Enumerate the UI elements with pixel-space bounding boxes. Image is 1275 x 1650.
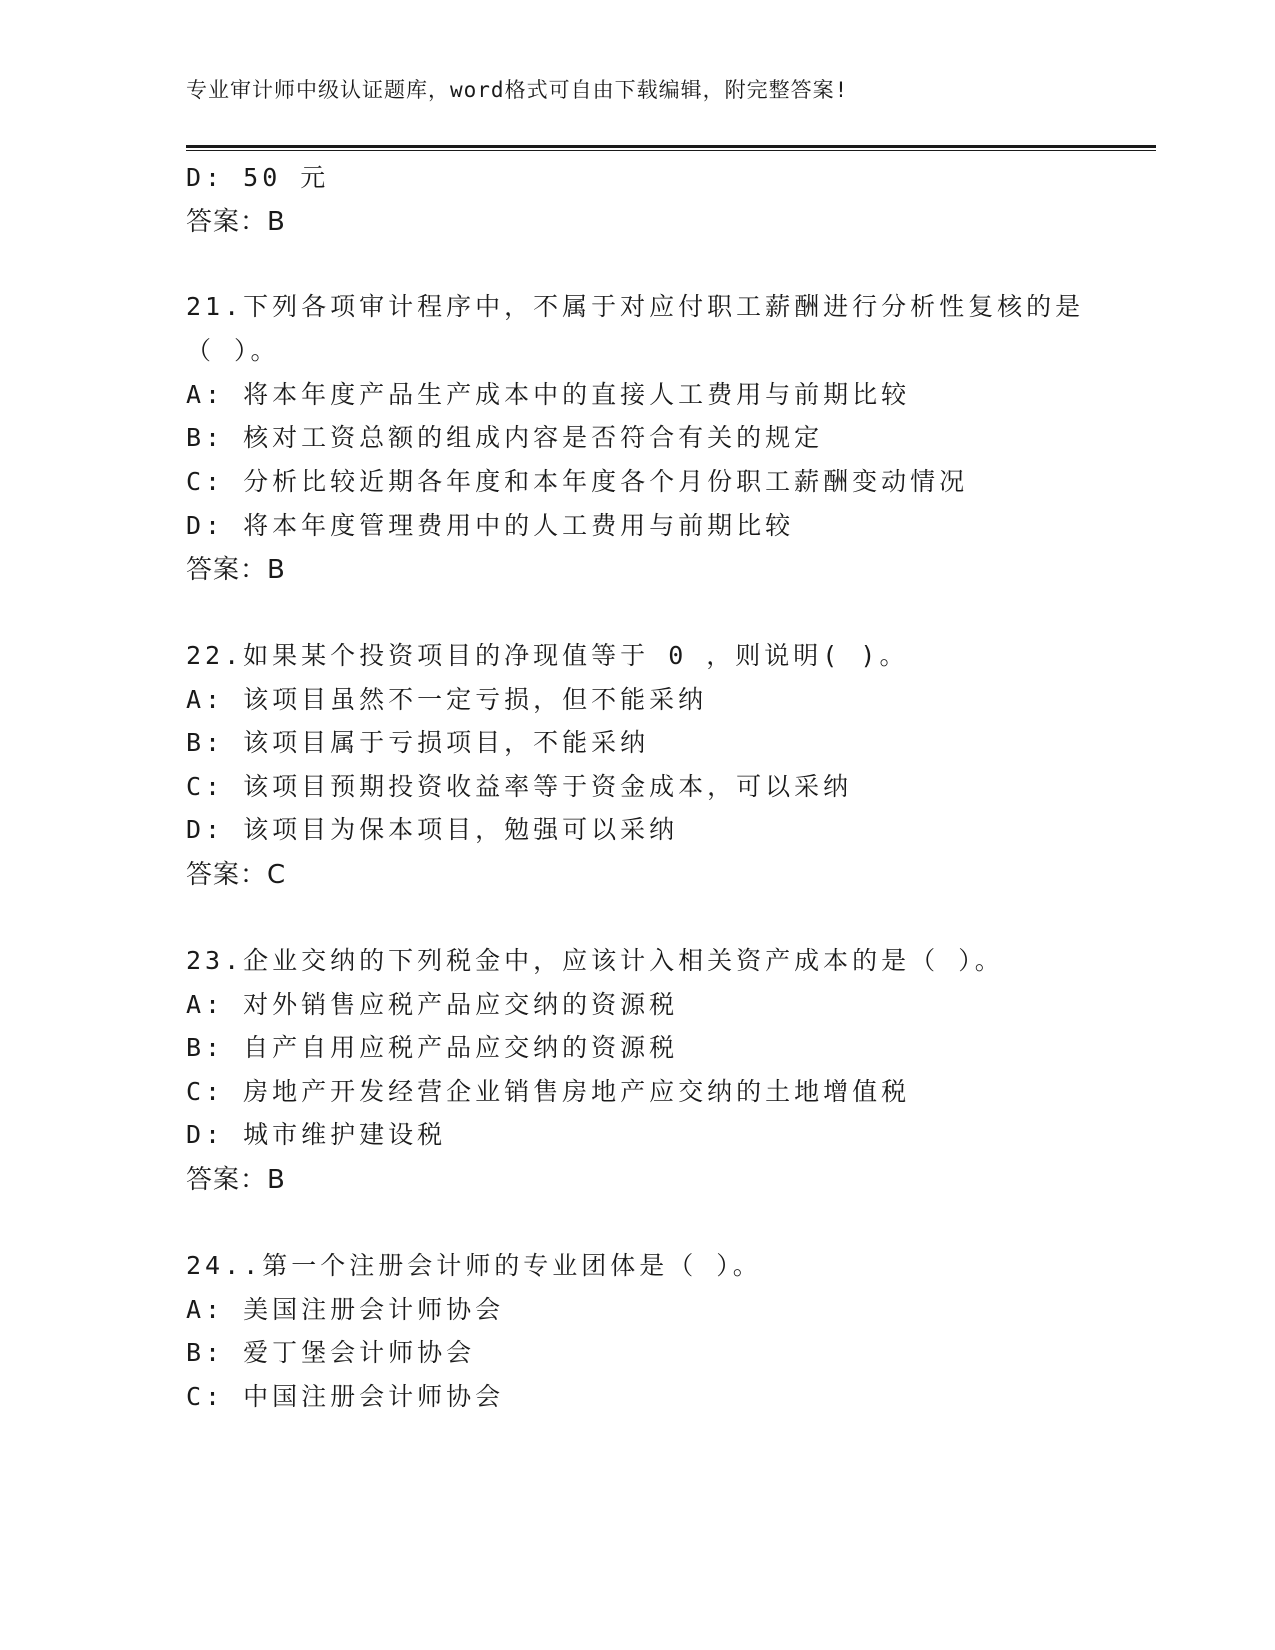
- page-header-note: 专业审计师中级认证题库，word格式可自由下载编辑，附完整答案!: [186, 78, 849, 102]
- q22-option-a: A: 该项目虽然不一定亏损，但不能采纳: [186, 685, 708, 714]
- header-rule-thin: [186, 150, 1156, 151]
- q21-stem-line2: （ ）。: [186, 336, 280, 365]
- q21-option-d: D: 将本年度管理费用中的人工费用与前期比较: [186, 511, 795, 540]
- header-rule-thick: [186, 145, 1156, 148]
- q23-option-d: D: 城市维护建设税: [186, 1120, 447, 1149]
- q24-stem-line1: 24..第一个注册会计师的专业团体是（ ）。: [186, 1251, 762, 1280]
- q24-option-c: C: 中国注册会计师协会: [186, 1382, 505, 1411]
- q22-option-b: B: 该项目属于亏损项目，不能采纳: [186, 728, 650, 757]
- prev-option-d: D: 50 元: [186, 163, 330, 192]
- q22-answer: 答案：C: [186, 860, 287, 890]
- q22-stem-line1: 22.如果某个投资项目的净现值等于 0 ，则说明( )。: [186, 641, 909, 670]
- q22-option-d: D: 该项目为保本项目，勉强可以采纳: [186, 815, 679, 844]
- q21-option-b: B: 核对工资总额的组成内容是否符合有关的规定: [186, 423, 824, 452]
- q24-option-a: A: 美国注册会计师协会: [186, 1295, 505, 1324]
- q21-answer: 答案：B: [186, 555, 286, 585]
- q23-option-a: A: 对外销售应税产品应交纳的资源税: [186, 990, 679, 1019]
- q23-answer: 答案：B: [186, 1165, 286, 1195]
- q21-stem-line1: 21.下列各项审计程序中，不属于对应付职工薪酬进行分析性复核的是: [186, 292, 1085, 321]
- q23-stem-line1: 23.企业交纳的下列税金中，应该计入相关资产成本的是（ ）。: [186, 946, 1004, 975]
- prev-answer: 答案：B: [186, 207, 286, 237]
- q23-option-c: C: 房地产开发经营企业销售房地产应交纳的土地增值税: [186, 1077, 911, 1106]
- q22-option-c: C: 该项目预期投资收益率等于资金成本，可以采纳: [186, 772, 853, 801]
- q21-option-a: A: 将本年度产品生产成本中的直接人工费用与前期比较: [186, 380, 911, 409]
- q23-option-b: B: 自产自用应税产品应交纳的资源税: [186, 1033, 679, 1062]
- q21-option-c: C: 分析比较近期各年度和本年度各个月份职工薪酬变动情况: [186, 467, 969, 496]
- q24-option-b: B: 爱丁堡会计师协会: [186, 1338, 476, 1367]
